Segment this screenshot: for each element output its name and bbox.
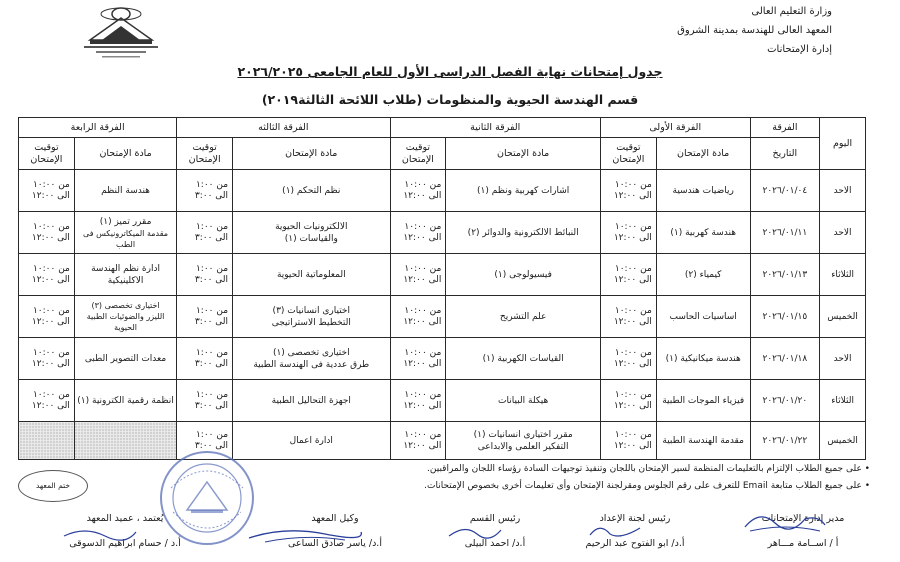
- subject-cell: انظمة رقمية الكترونية (١): [74, 380, 176, 422]
- header-group-1: الفرقة الأولى: [600, 118, 750, 138]
- time-cell: من ١٠:٠٠ الى ١٢:٠٠: [19, 380, 75, 422]
- instructions-notes: [424, 461, 870, 495]
- date-cell: ٢٠٢٦/٠١/١١: [750, 212, 820, 254]
- signature-name: أ.د/ ياسر صادق الساعى: [288, 538, 382, 549]
- subject-cell: هيكلة البيانات: [446, 380, 601, 422]
- time-cell: من ١٠:٠٠ الى ١٢:٠٠: [19, 254, 75, 296]
- subject-cell: النبائط الالكترونية والدوائر (٢): [446, 212, 601, 254]
- date-cell: ٢٠٢٦/٠١/١٥: [750, 296, 820, 338]
- day-cell: الثلاثاء: [820, 380, 866, 422]
- header-group-3: الفرقة الثالثه: [177, 118, 390, 138]
- subject-cell: المعلوماتية الحيوية: [233, 254, 390, 296]
- subject-cell: اجهزة التحاليل الطبية: [233, 380, 390, 422]
- subject-cell: [74, 212, 176, 254]
- day-cell: الاحد: [820, 212, 866, 254]
- date-cell: ٢٠٢٦/٠١/١٨: [750, 338, 820, 380]
- time-cell: من ١:٠٠ الى ٣:٠٠: [177, 338, 233, 380]
- time-cell: من ١٠:٠٠ الى ١٢:٠٠: [390, 254, 446, 296]
- header-group: الفرقة: [750, 118, 820, 138]
- time-cell: من ١:٠٠ الى ٣:٠٠: [177, 296, 233, 338]
- subject-cell: اشارات كهربية ونظم (١): [446, 170, 601, 212]
- header-subject: مادة الإمتحان: [74, 138, 176, 170]
- header-time: توقيت الإمتحان: [177, 138, 233, 170]
- subject-cell: ادارة نظم الهندسة الاكلينيكية: [74, 254, 176, 296]
- subject-cell: كيمياء (٢): [656, 254, 750, 296]
- time-cell: من ١٠:٠٠ الى ١٢:٠٠: [390, 296, 446, 338]
- time-cell: من ١٠:٠٠ الى ١٢:٠٠: [600, 338, 656, 380]
- time-cell: من ١٠:٠٠ الى ١٢:٠٠: [390, 170, 446, 212]
- time-cell: من ١٠:٠٠ الى ١٢:٠٠: [600, 422, 656, 460]
- subject-cell: معدات التصوير الطبى: [74, 338, 176, 380]
- time-cell: من ١:٠٠ الى ٣:٠٠: [177, 254, 233, 296]
- time-cell: من ١٠:٠٠ الى ١٢:٠٠: [600, 254, 656, 296]
- day-cell: الخميس: [820, 422, 866, 460]
- header-time: توقيت الإمتحان: [19, 138, 75, 170]
- header-subject: مادة الإمتحان: [446, 138, 601, 170]
- table-row: [19, 212, 866, 254]
- date-cell: ٢٠٢٦/٠١/٢٢: [750, 422, 820, 460]
- handwritten-signature-icon: [740, 505, 830, 535]
- header-group-4: الفرقة الرابعة: [19, 118, 177, 138]
- subject-cell: مقدمة الهندسة الطبية: [656, 422, 750, 460]
- table-subheader-row: [19, 138, 866, 170]
- handwritten-signature-icon: [445, 520, 505, 542]
- header-subject: مادة الإمتحان: [656, 138, 750, 170]
- subject-cell: اختيارى تخصصى (٣) الليزر والضوئيات الطبية الحيوية: [74, 296, 176, 338]
- subject-cell: علم التشريح: [446, 296, 601, 338]
- table-row: [19, 422, 866, 460]
- subject-cell: هندسة النظم: [74, 170, 176, 212]
- subject-cell: الالكترونيات الحيوية والقياسات (١): [233, 212, 390, 254]
- empty-shaded-cell: [19, 422, 75, 460]
- date-cell: ٢٠٢٦/٠١/٢٠: [750, 380, 820, 422]
- time-cell: من ١٠:٠٠ الى ١٢:٠٠: [600, 296, 656, 338]
- table-row: [19, 380, 866, 422]
- subject-cell: رياضيات هندسية: [656, 170, 750, 212]
- table-header-row: [19, 118, 866, 138]
- time-cell: من ١٠:٠٠ الى ١٢:٠٠: [390, 380, 446, 422]
- department-name: إدارة الإمتحانات: [767, 44, 832, 55]
- table-row: [19, 254, 866, 296]
- note-item: • على جميع الطلاب الإلتزام بالتعليمات المنظمة لسير الإمتحان باللجان وتنفيذ توجيهات السادة رؤساء اللجان والمراقبين.: [427, 464, 870, 474]
- time-cell: من ١:٠٠ الى ٣:٠٠: [177, 380, 233, 422]
- note-item: • على جميع الطلاب متابعة Email للتعرف على رقم الجلوس ومقرلجنة الإمتحان وأى تعليمات أخرى بخصوص الإمتحانات.: [424, 481, 870, 491]
- header-day: اليوم: [820, 118, 866, 170]
- day-cell: الخميس: [820, 296, 866, 338]
- subject-cell: فيسيولوجى (١): [446, 254, 601, 296]
- date-cell: ٢٠٢٦/٠١/١٣: [750, 254, 820, 296]
- time-cell: من ١٠:٠٠ الى ١٢:٠٠: [600, 212, 656, 254]
- time-cell: من ١٠:٠٠ الى ١٢:٠٠: [390, 338, 446, 380]
- time-cell: من ١٠:٠٠ الى ١٢:٠٠: [390, 422, 446, 460]
- subject-cell: هندسة كهربية (١): [656, 212, 750, 254]
- time-cell: من ١:٠٠ الى ٣:٠٠: [177, 422, 233, 460]
- stamp-placeholder: ختم المعهد: [18, 470, 88, 502]
- subject-cell: مقرر اختيارى انسانيات (١) التفكير العلمى والابداعى: [446, 422, 601, 460]
- subject-cell: نظم التحكم (١): [233, 170, 390, 212]
- day-cell: الثلاثاء: [820, 254, 866, 296]
- table-row: [19, 296, 866, 338]
- time-cell: من ١٠:٠٠ الى ١٢:٠٠: [19, 338, 75, 380]
- institute-name: المعهد العالى للهندسة بمدينة الشروق: [677, 25, 832, 36]
- subject-cell: هندسة ميكانيكية (١): [656, 338, 750, 380]
- subject-subtitle: مقدمة الميكاترونيكس فى الطب: [83, 228, 169, 249]
- time-cell: من ١:٠٠ الى ٣:٠٠: [177, 170, 233, 212]
- signature-role: مدير إدارة الإمتحانات: [761, 513, 845, 524]
- signature-role: رئيس لجنة الإعداد: [599, 513, 671, 524]
- subject-cell: القياسات الكهربية (١): [446, 338, 601, 380]
- exam-schedule-table: [18, 117, 866, 460]
- subject-cell: فيزياء الموجات الطبية: [656, 380, 750, 422]
- date-cell: ٢٠٢٦/٠١/٠٤: [750, 170, 820, 212]
- signature-role: رئيس القسم: [469, 513, 521, 524]
- signature-name: أ / اســامة مـــاهر: [767, 538, 839, 549]
- time-cell: من ١٠:٠٠ الى ١٢:٠٠: [390, 212, 446, 254]
- subject-cell: اختيارى انسانيات (٣) التخطيط الاستراتيجى: [233, 296, 390, 338]
- day-cell: الاحد: [820, 170, 866, 212]
- table-row: [19, 338, 866, 380]
- handwritten-signature-icon: [245, 520, 365, 546]
- handwritten-signature-icon: [585, 520, 645, 542]
- subject-cell: اختيارى تخصصى (١) طرق عددية فى الهندسة الطبية: [233, 338, 390, 380]
- header-date: التاريخ: [750, 138, 820, 170]
- table-row: [19, 170, 866, 212]
- ministry-name: وزارة التعليم العالى: [751, 6, 832, 17]
- day-cell: الاحد: [820, 338, 866, 380]
- header-group-2: الفرقة الثانية: [390, 118, 600, 138]
- signature-name: أ.د/ ابو الفتوح عبد الرحيم: [585, 538, 685, 549]
- signature-role: يُعتمد ، عميد المعهد: [86, 513, 164, 524]
- institution-header: [677, 2, 832, 59]
- time-cell: من ١٠:٠٠ الى ١٢:٠٠: [19, 296, 75, 338]
- signature-role: وكيل المعهد: [311, 513, 359, 524]
- header-time: توقيت الإمتحان: [600, 138, 656, 170]
- signature-name: أ.د/ احمد البيلى: [464, 538, 526, 549]
- subject-cell: ادارة اعمال: [233, 422, 390, 460]
- page-subtitle: قسم الهندسة الحيوية والمنظومات (طلاب اللائحة الثالثة٢٠١٩): [261, 92, 639, 107]
- time-cell: من ١٠:٠٠ الى ١٢:٠٠: [19, 212, 75, 254]
- page-title: جدول إمتحانات نهاية الفصل الدراسى الأول للعام الجامعى ٢٠٢٦/٢٠٢٥: [237, 64, 663, 79]
- institute-logo: [72, 0, 170, 64]
- signature-name: أ.د / حسام ابراهيم الدسوقى: [69, 538, 181, 549]
- subject-cell: اساسيات الحاسب: [656, 296, 750, 338]
- subject-title: مقرر تميز (١): [99, 216, 152, 227]
- header-time: توقيت الإمتحان: [390, 138, 446, 170]
- header-subject: مادة الإمتحان: [233, 138, 390, 170]
- time-cell: من ١٠:٠٠ الى ١٢:٠٠: [19, 170, 75, 212]
- time-cell: من ١٠:٠٠ الى ١٢:٠٠: [600, 380, 656, 422]
- time-cell: من ١:٠٠ الى ٣:٠٠: [177, 212, 233, 254]
- time-cell: من ١٠:٠٠ الى ١٢:٠٠: [600, 170, 656, 212]
- handwritten-signature-icon: [60, 522, 140, 544]
